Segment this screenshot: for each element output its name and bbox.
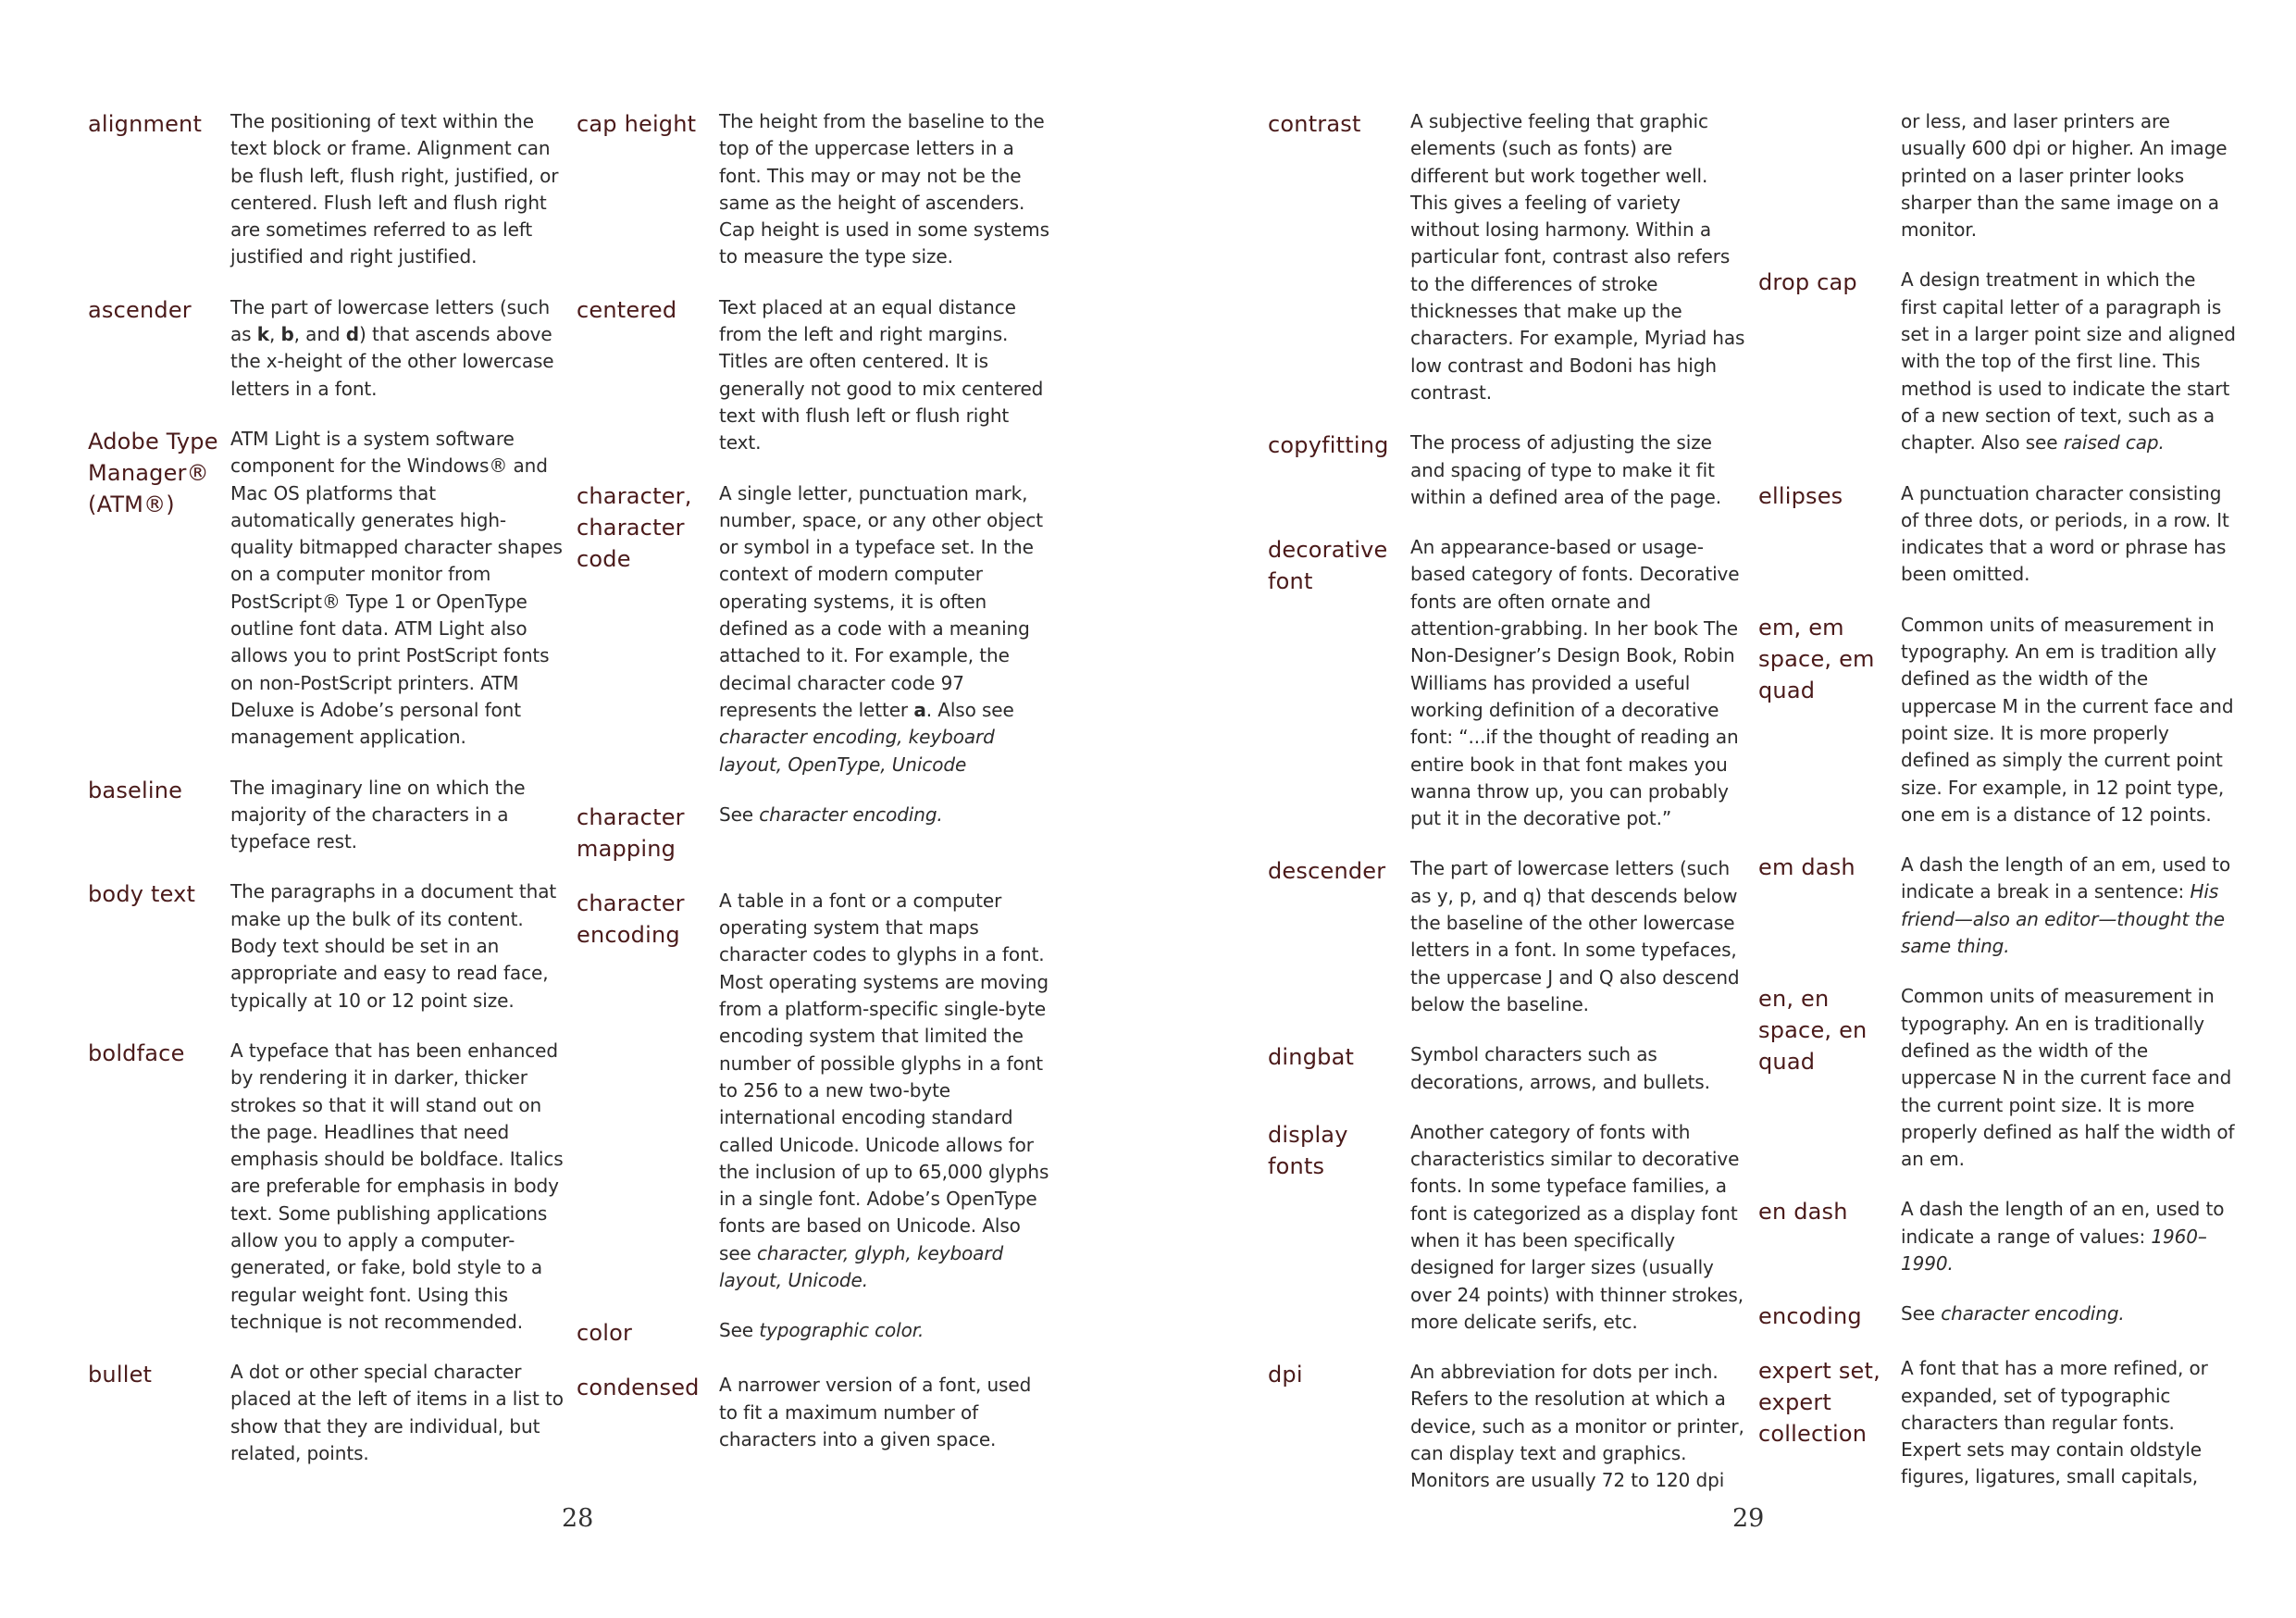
glossary-entry [577,294,1058,457]
entry-term: body text [88,881,196,908]
entry-term: character, character code [577,482,692,572]
entry-definition: The part of lowercase letters (such as k, b, and d) that ascends above the x-height of the other lowercase letters in a font. [230,295,554,400]
entry-definition: A dash the length of an en, used to indicate a range of values: 1960–1990. [1901,1198,2225,1275]
entry-definition: Symbol characters such as decorations, arrows, and bullets. [1410,1043,1710,1093]
entry-term: cap height [577,111,697,137]
glossary-entry [1268,1041,1749,1096]
page-number: 28 [562,1504,594,1533]
entry-term: centered [577,296,677,323]
glossary-entry [1268,855,1749,1018]
entry-definition: A punctuation character consisting of three dots, or periods, in a row. It indicates that a word or phrase has been omitted. [1901,481,2229,586]
glossary-entry [88,294,569,403]
entry-definition: Another category of fonts with characteristics similar to decorative fonts. In some typeface families, a font is categorized as a display font when it has been specifically designed for larger sizes (usually over 24 points) with thinner strokes, more delicate serifs, etc. [1410,1120,1744,1333]
glossary-entry [577,888,1058,1294]
entry-definition: A typeface that has been enhanced by rendering it in darker, thicker strokes so that it will stand out on the page. Headlines that need emphasis should be boldface. Italics are preferable for emphasis in body text. Some publishing applications allow you to apply a computer-generated, or fake, bold style to a regular weight font. Using this technique is not recommended. [230,1039,564,1333]
entry-term: display fonts [1268,1121,1348,1179]
entry-definition: Text placed at an equal distance from the left and right margins. Titles are often centered. It is generally not good to mix centered text with flush left or flush right text. [719,295,1044,454]
glossary-entry [1758,267,2240,456]
glossary-entry [88,775,569,856]
entry-term: em dash [1758,854,1855,881]
glossary-entry [1758,852,2240,960]
glossary-column-p28-left [88,108,569,1490]
entry-term: ascender [88,296,192,323]
entry-term: boldface [88,1039,185,1066]
entry-term: copyfitting [1268,432,1389,459]
glossary-entry [577,108,1058,271]
entry-definition: A design treatment in which the first capital letter of a paragraph is set in a larger point size and aligned with the top of the first line. This method is used to indicate the start of a new section of text, such as a chapter. Also see raised cap. [1901,268,2236,454]
entry-term: dpi [1268,1362,1303,1388]
entry-term: color [577,1320,633,1347]
glossary-entry [577,1372,1058,1453]
glossary-entry [577,802,1058,865]
entry-definition: The imaginary line on which the majority of the characters in a typeface rest. [230,776,526,853]
glossary-entry [88,1359,569,1467]
entry-definition: The height from the baseline to the top of the uppercase letters in a font. This may or may not be the same as the height of ascenders. Cap height is used in some systems to measure the type size. [719,110,1049,268]
glossary-entry [1758,480,2240,589]
entry-definition: A narrower version of a font, used to fit a maximum number of characters into a given space. [719,1374,1032,1450]
entry-definition: A subjective feeling that graphic elements (such as fonts) are different but work together well. This gives a feeling of variety without losing harmony. Within a particular font, contrast also refers to the differences of stroke thicknesses that make up the characters. For example, Myriad has low contrast and Bodoni has high contrast. [1410,110,1745,404]
glossary-entry [1758,1355,2240,1490]
entry-definition: An appearance-based or usage-based category of fonts. Decorative fonts are often ornate and attention-grabbing. In her book The Non-Designer’s Design Book, Robin Williams has provided a useful working definition of a decorative font: “...if the thought of reading an entire book in that font makes you wanna throw up, you can probably put it in the decorative pot.” [1410,536,1740,830]
glossary-entry [1268,1119,1749,1336]
glossary-entry [1268,1359,1749,1494]
entry-definition: The positioning of text within the text block or frame. Alignment can be flush left, flush right, justified, or centered. Flush left and flush right are sometimes referred to as left justified and right justified. [230,110,559,268]
glossary-entry [577,1317,1058,1349]
entry-term: en dash [1758,1199,1848,1226]
glossary-entry [1268,108,1749,406]
entry-term [1758,108,1901,243]
entry-definition: A single letter, punctuation mark, number, space, or any other object or symbol in a typeface set. In the context of modern computer operating systems, it is often defined as a code with a meaning attached to it. For example, the decimal character code 97 represents the letter a. Also see character encoding, keyboard layout, OpenType, Unicode [719,481,1043,776]
entry-term: em, em space, em quad [1758,614,1875,703]
entry-definition: A dot or other special character placed at the left of items in a list to show that they are individual, but related, points. [230,1361,564,1465]
entry-term: alignment [88,111,203,137]
entry-term: expert set, expert collection [1758,1358,1880,1448]
entry-definition: The paragraphs in a document that make up the bulk of its content. Body text should be set in an appropriate and easy to read face, typically at 10 or 12 point size. [230,880,557,1012]
glossary-entry [1268,534,1749,832]
entry-definition: or less, and laser printers are usually 600 dpi or higher. An image printed on a laser printer looks sharper than the same image on a monitor. [1901,110,2228,242]
entry-definition: Common units of measurement in typography. An en is traditionally defined as the width of the uppercase N in the current face and the current point size. It is more properly defined as half the width of an em. [1901,985,2235,1171]
entry-definition: A dash the length of an em, used to indicate a break in a sentence: His friend—also an editor—thought the same thing. [1901,853,2231,958]
glossary-entry [1758,1196,2240,1277]
entry-term: encoding [1758,1303,1862,1330]
glossary-entry [88,108,569,271]
glossary-entry [88,1038,569,1336]
entry-definition: Common units of measurement in typography. An em is tradition ally defined as the width of the uppercase M in the current face and point size. It is more properly defined as simply the current point size. For example, in 12 point type, one em is a distance of 12 points. [1901,613,2234,826]
entry-definition: A table in a font or a computer operating system that maps character codes to glyphs in a font. Most operating systems are moving from a platform-specific single-byte encoding system that limited the number of possible glyphs in a font to 256 to a new two-byte international encoding standard called Unicode. Unicode allows for the inclusion of up to 65,000 glyphs in a single font. Adobe’s OpenType fonts are based on Unicode. Also see character, glyph, keyboard layout, Unicode. [719,889,1049,1291]
entry-definition: The process of adjusting the size and spacing of type to make it fit within a defined area of the page. [1410,431,1721,508]
glossary-column-p29-left [1268,108,1749,1518]
glossary-entry [1758,612,2240,828]
entry-term: condensed [577,1375,700,1401]
entry-definition: An abbreviation for dots per inch. Refers to the resolution at which a device, such as a monitor or printer, can display text and graphics. Monitors are usually 72 to 120 dpi [1410,1361,1744,1492]
glossary-entry [577,480,1058,778]
entry-term: dingbat [1268,1044,1355,1071]
entry-term: baseline [88,777,183,803]
entry-term: character mapping [577,803,685,862]
entry-definition: See character encoding. [1901,1302,2125,1326]
glossary-entry [88,426,569,752]
entry-term: en, en space, en quad [1758,986,1868,1076]
glossary-entry [1758,1301,2240,1332]
entry-definition: The part of lowercase letters (such as y, p, and q) that descends below the baseline of the other lowercase letters in a font. In some typefaces, the uppercase J and Q also descend below the baseline. [1410,857,1740,1015]
page-number: 29 [1732,1504,1765,1533]
entry-term: decorative font [1268,537,1388,595]
entry-term: ellipses [1758,482,1843,509]
entry-definition: A font that has a more refined, or expanded, set of typographic characters than regular fonts. Expert sets may contain oldstyle figures, ligatures, small capitals, [1901,1357,2208,1488]
entry-term: bullet [88,1362,153,1388]
glossary-entry [88,878,569,1014]
glossary-entry [1268,429,1749,511]
glossary-column-p28-right [577,108,1058,1476]
glossary-column-p29-right [1758,108,2240,1514]
entry-term: character encoding [577,890,685,948]
entry-term: drop cap [1758,269,1857,296]
entry-term: descender [1268,858,1386,885]
entry-definition: ATM Light is a system software component for the Windows® and Mac OS platforms that automatically generates high-quality bitmapped character shapes on a computer monitor from PostScript® Type 1 or OpenType outline font data. ATM Light also allows you to print PostScript fonts on non-PostScript printers. ATM Deluxe is Adobe’s personal font management application. [230,427,563,749]
entry-term: Adobe Type Manager® (ATM®) [88,428,218,517]
entry-definition: See character encoding. [719,803,943,826]
glossary-entry [1758,983,2240,1173]
glossary-entry [1758,108,2240,243]
entry-definition: See typographic color. [719,1319,925,1342]
entry-term: contrast [1268,111,1361,137]
